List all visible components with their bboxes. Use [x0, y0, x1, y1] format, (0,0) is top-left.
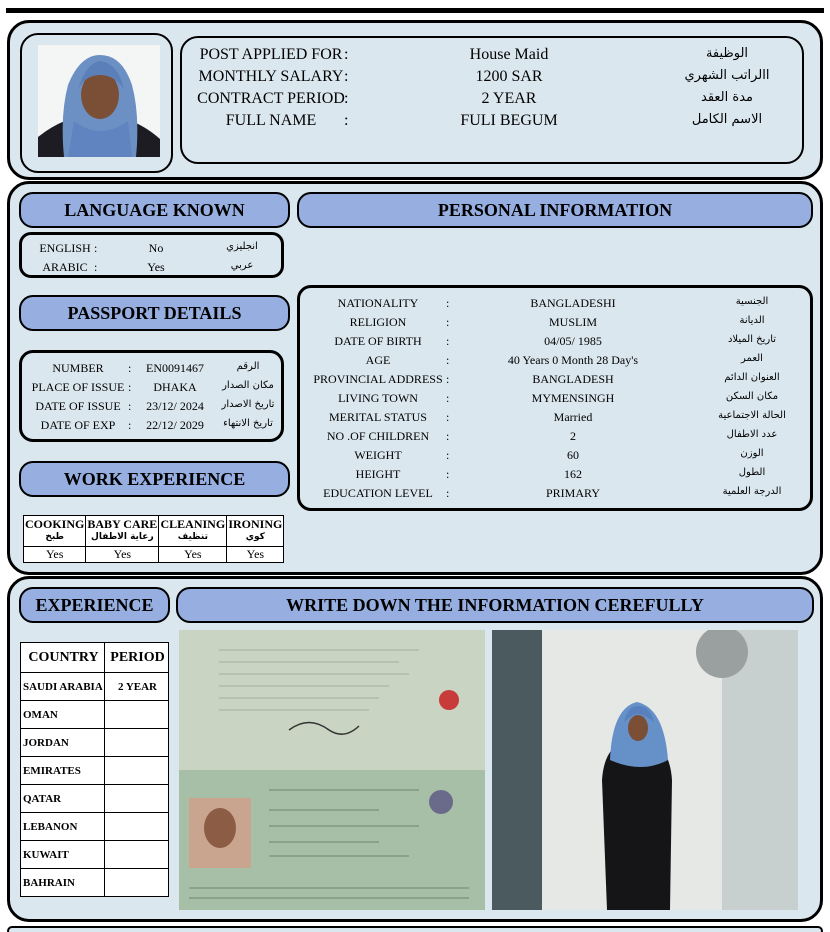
- date-of-birth-arabic: تاريخ الميلاد: [727, 334, 777, 345]
- period-cell: [105, 729, 169, 757]
- period-cell: 2 YEAR: [105, 673, 169, 701]
- weight-label: WEIGHT: [354, 448, 402, 462]
- place-of-issue-arabic: مكان الصدار: [222, 380, 274, 391]
- passport-box: [19, 350, 284, 442]
- english-arabic: انجليزي: [226, 241, 258, 252]
- colon: :: [128, 418, 132, 432]
- app-row: [182, 112, 802, 134]
- work-experience-table: [23, 515, 284, 563]
- weight-value: 60: [567, 448, 579, 462]
- personal-row: NO .OF CHILDREN : 2 عدد الاطفال: [300, 429, 810, 448]
- language-known-heading: LANGUAGE KNOWN: [19, 192, 290, 228]
- personal-information-heading: PERSONAL INFORMATION: [297, 192, 813, 228]
- personal-row: HEIGHT : 162 الطول: [300, 467, 810, 486]
- religion-value: MUSLIM: [548, 315, 597, 329]
- ironing-value: Yes: [227, 547, 284, 563]
- passport-row: [22, 361, 281, 379]
- provincial-address-arabic: العنوان الدائم: [724, 372, 780, 383]
- contract-period-label: CONTRACT PERIOD: [197, 90, 345, 107]
- period-header: PERIOD: [105, 643, 169, 673]
- table-row: [21, 729, 169, 757]
- nationality-label: NATIONALITY: [337, 296, 419, 310]
- language-row: [22, 241, 281, 259]
- passport-scan-image: [179, 630, 485, 910]
- top-rule: [6, 8, 824, 13]
- country-cell: SAUDI ARABIA: [21, 673, 105, 701]
- education-level-arabic: الدرجة العلمية: [722, 486, 782, 497]
- period-cell: [105, 785, 169, 813]
- app-row: [182, 68, 802, 90]
- personal-row: PROVINCIAL ADDRESS : BANGLADESH العنوان الدائم: [300, 372, 810, 391]
- living-town-value: MYMENSINGH: [531, 391, 615, 405]
- marital-status-arabic: الحالة الاجتماعية: [718, 410, 786, 421]
- baby-care-header: BABY CARE رعاية الاطفال: [86, 516, 159, 547]
- personal-row: EDUCATION LEVEL : PRIMARY الدرجة العلمية: [300, 486, 810, 505]
- language-box: [19, 232, 284, 278]
- nationality-value: BANGLADESHI: [530, 296, 616, 310]
- country-cell: OMAN: [21, 701, 105, 729]
- date-of-exp-label: DATE OF EXP: [40, 418, 116, 432]
- country-cell: QATAR: [21, 785, 105, 813]
- passport-row: [22, 399, 281, 417]
- table-row: [21, 785, 169, 813]
- colon: :: [344, 46, 349, 63]
- age-label: AGE: [365, 353, 391, 367]
- post-applied-value: House Maid: [469, 46, 549, 63]
- personal-row: WEIGHT : 60 الوزن: [300, 448, 810, 467]
- full-body-photo: [492, 630, 798, 910]
- passport-details-heading: PASSPORT DETAILS: [19, 295, 290, 331]
- place-of-issue-value: DHAKA: [153, 380, 197, 394]
- colon: :: [344, 90, 349, 107]
- table-row: [21, 701, 169, 729]
- language-row: [22, 260, 281, 278]
- weight-arabic: الوزن: [740, 448, 764, 459]
- living-town-label: LIVING TOWN: [338, 391, 418, 405]
- applicant-header-section: [7, 20, 823, 180]
- personal-row: RELIGION : MUSLIM الديانة: [300, 315, 810, 334]
- table-row: [21, 869, 169, 897]
- post-applied-arabic: الوظيفة: [705, 46, 749, 61]
- provincial-address-label: PROVINCIAL ADDRESS: [313, 372, 443, 386]
- living-town-arabic: مكان السكن: [725, 391, 779, 402]
- period-cell: [105, 813, 169, 841]
- education-level-label: EDUCATION LEVEL: [323, 486, 433, 500]
- nationality-arabic: الجنسية: [735, 296, 769, 307]
- cooking-header: COOKING طبخ: [24, 516, 86, 547]
- period-cell: [105, 757, 169, 785]
- country-header: COUNTRY: [21, 643, 105, 673]
- provincial-address-value: BANGLADESH: [532, 372, 614, 386]
- contract-period-arabic: مدة العقد: [701, 90, 753, 105]
- arabic-value: Yes: [147, 260, 165, 274]
- marital-status-label: MERITAL STATUS: [329, 410, 427, 424]
- height-value: 162: [564, 467, 582, 481]
- colon: :: [344, 112, 349, 129]
- country-cell: KUWAIT: [21, 841, 105, 869]
- details-section: [7, 181, 823, 575]
- write-down-heading: WRITE DOWN THE INFORMATION CEREFULLY: [176, 587, 814, 623]
- children-arabic: عدد الاطفال: [726, 429, 778, 440]
- personal-info-box: [297, 285, 813, 511]
- personal-row: AGE : 40 Years 0 Month 28 Day's العمر: [300, 353, 810, 372]
- colon: :: [344, 68, 349, 85]
- passport-number-value: EN0091467: [146, 361, 204, 375]
- colon: :: [128, 399, 132, 413]
- country-cell: LEBANON: [21, 813, 105, 841]
- portrait-frame: [20, 33, 173, 173]
- app-row: [182, 90, 802, 112]
- date-of-issue-value: 23/12/ 2024: [146, 399, 204, 413]
- marital-status-value: Married: [553, 410, 593, 424]
- english-value: No: [148, 241, 164, 255]
- monthly-salary-label: MONTHLY SALARY: [198, 68, 344, 85]
- country-cell: EMIRATES: [21, 757, 105, 785]
- height-label: HEIGHT: [355, 467, 401, 481]
- post-applied-label: POST APPLIED FOR: [199, 46, 343, 63]
- education-level-value: PRIMARY: [545, 486, 601, 500]
- date-of-exp-value: 22/12/ 2029: [146, 418, 204, 432]
- country-cell: JORDAN: [21, 729, 105, 757]
- country-experience-table: [20, 642, 169, 897]
- application-info-box: [180, 36, 804, 164]
- full-name-arabic: الاسم الكامل: [691, 112, 763, 127]
- period-cell: [105, 869, 169, 897]
- table-row: [21, 841, 169, 869]
- bottom-strip: [7, 926, 823, 932]
- full-name-label: FULL NAME: [225, 112, 317, 129]
- arabic-label: ARABIC: [42, 260, 88, 274]
- work-experience-heading: WORK EXPERIENCE: [19, 461, 290, 497]
- cleaning-header: CLEANING تنظيف: [159, 516, 227, 547]
- cleaning-value: Yes: [159, 547, 227, 563]
- children-value: 2: [570, 429, 576, 443]
- app-row: [182, 46, 802, 68]
- ironing-header: IRONING كوي: [227, 516, 284, 547]
- passport-row: [22, 418, 281, 436]
- cooking-value: Yes: [24, 547, 86, 563]
- age-arabic: العمر: [741, 353, 763, 364]
- colon: :: [94, 241, 98, 255]
- personal-row: LIVING TOWN : MYMENSINGH مكان السكن: [300, 391, 810, 410]
- period-cell: [105, 841, 169, 869]
- country-cell: BAHRAIN: [21, 869, 105, 897]
- full-name-value: FULI BEGUM: [460, 112, 558, 129]
- monthly-salary-arabic: االراتب الشهري: [684, 68, 770, 83]
- place-of-issue-label: PLACE OF ISSUE: [31, 380, 125, 394]
- table-row: [21, 673, 169, 701]
- experience-heading: EXPERIENCE: [19, 587, 170, 623]
- date-of-issue-arabic: تاريخ الاصدار: [221, 399, 275, 410]
- religion-arabic: الديانة: [739, 315, 765, 326]
- english-label: ENGLISH: [39, 241, 91, 255]
- passport-number-label: NUMBER: [52, 361, 104, 375]
- date-of-issue-label: DATE OF ISSUE: [35, 399, 121, 413]
- table-row: [21, 757, 169, 785]
- height-arabic: الطول: [738, 467, 766, 478]
- table-row: [21, 813, 169, 841]
- date-of-exp-arabic: تاريخ الانتهاء: [223, 418, 273, 429]
- contract-period-value: 2 YEAR: [481, 90, 537, 107]
- personal-row: DATE OF BIRTH : 04/05/ 1985 تاريخ الميلاد: [300, 334, 810, 353]
- date-of-birth-value: 04/05/ 1985: [544, 334, 602, 348]
- colon: :: [128, 361, 132, 375]
- applicant-portrait-photo: [38, 45, 160, 157]
- passport-row: [22, 380, 281, 398]
- age-value: 40 Years 0 Month 28 Day's: [507, 353, 639, 367]
- date-of-birth-label: DATE OF BIRTH: [334, 334, 422, 348]
- religion-label: RELIGION: [349, 315, 407, 329]
- personal-row: NATIONALITY : BANGLADESHI الجنسية: [300, 296, 810, 315]
- personal-row: MERITAL STATUS : Married الحالة الاجتماعية: [300, 410, 810, 429]
- passport-number-arabic: الرقم: [236, 361, 260, 372]
- children-label: NO .OF CHILDREN: [326, 429, 430, 443]
- arabic-arabic: عربي: [230, 260, 254, 271]
- monthly-salary-value: 1200 SAR: [475, 68, 543, 85]
- period-cell: [105, 701, 169, 729]
- colon: :: [128, 380, 132, 394]
- colon: :: [94, 260, 98, 274]
- baby-care-value: Yes: [86, 547, 159, 563]
- experience-section: [7, 576, 823, 922]
